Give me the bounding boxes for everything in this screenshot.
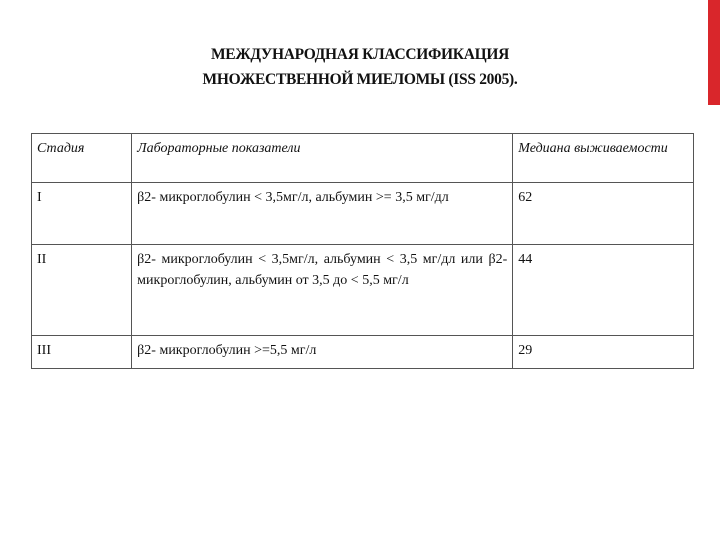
lab-cell: β2- микроглобулин < 3,5мг/л, альбумин >= 3,5 мг/дл bbox=[132, 183, 513, 245]
lab-cell: β2- микроглобулин >=5,5 мг/л bbox=[132, 336, 513, 369]
header-lab: Лабораторные показатели bbox=[132, 134, 513, 183]
lab-cell: β2- микроглобулин < 3,5мг/л, альбумин < 3,5 мг/дл или β2- микроглобулин, альбумин от 3,5 до < 5,5 мг/л bbox=[132, 245, 513, 336]
stage-cell: I bbox=[32, 183, 132, 245]
slide-title bbox=[0, 42, 720, 92]
iss-table bbox=[31, 133, 694, 369]
header-stage: Стадия bbox=[32, 134, 132, 183]
median-cell: 29 bbox=[513, 336, 694, 369]
stage-cell: III bbox=[32, 336, 132, 369]
table-row bbox=[32, 245, 694, 336]
title-line-2: МНОЖЕСТВЕННОЙ МИЕЛОМЫ (ISS 2005). bbox=[202, 71, 518, 88]
median-cell: 44 bbox=[513, 245, 694, 336]
table-row bbox=[32, 336, 694, 369]
table-row bbox=[32, 183, 694, 245]
table-header-row bbox=[32, 134, 694, 183]
stage-cell: II bbox=[32, 245, 132, 336]
title-line-1: МЕЖДУНАРОДНАЯ КЛАССИФИКАЦИЯ bbox=[210, 46, 510, 63]
header-median: Медиана выживаемости bbox=[513, 134, 694, 183]
median-cell: 62 bbox=[513, 183, 694, 245]
